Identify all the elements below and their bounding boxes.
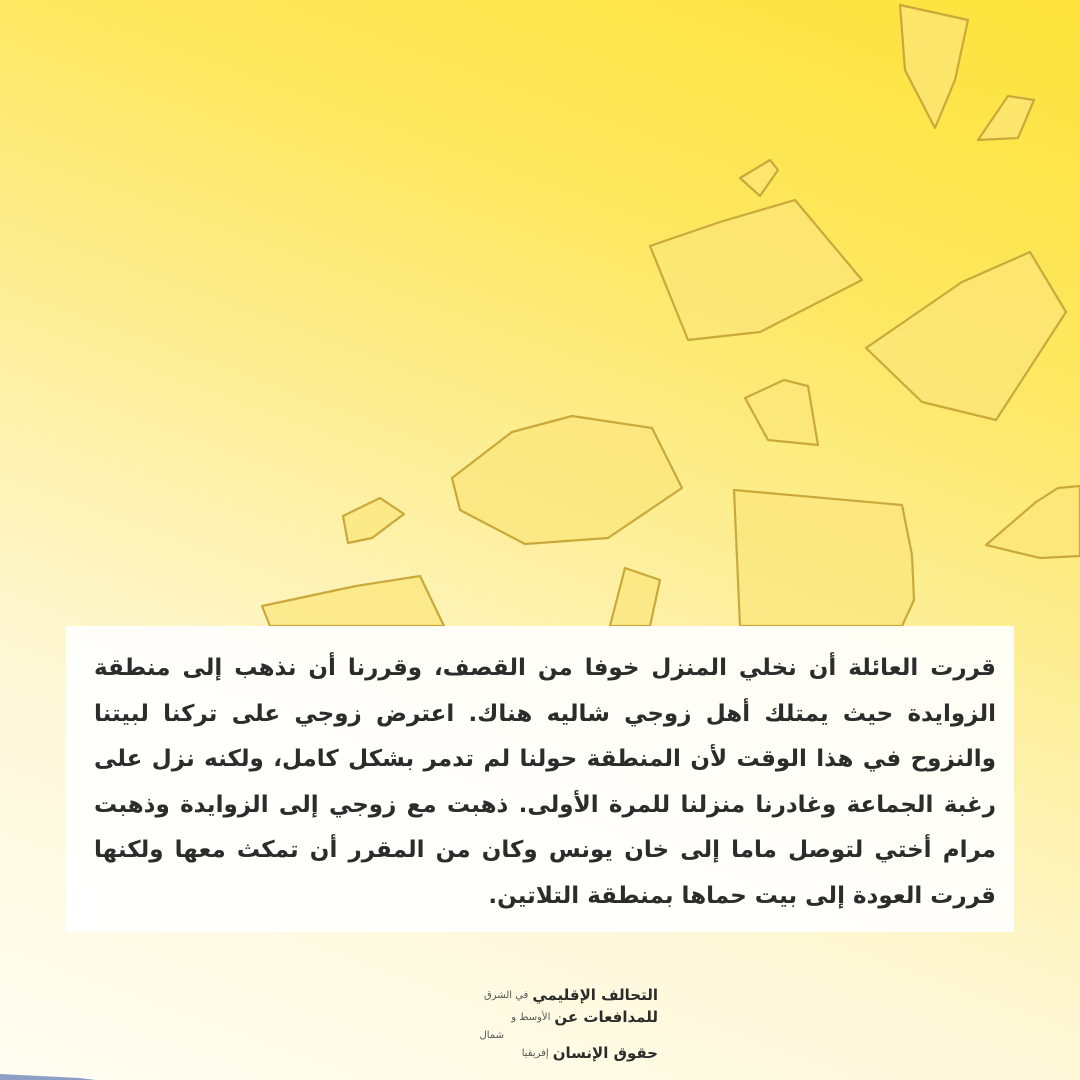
- paper-sheet: [978, 96, 1034, 140]
- logo-line-1: [418, 984, 658, 1006]
- paper-sheet: [610, 568, 660, 626]
- paper-sheet: [740, 160, 778, 196]
- logo-line-3: [418, 1028, 658, 1042]
- paper-sheet: [734, 490, 914, 626]
- story-paragraph: قررت العائلة أن نخلي المنزل خوفا من القصف، وقررنا أن نذهب إلى منطقة الزوايدة حيث يمتلك أهل زوجي شاليه هناك. اعترض زوجي على تركنا لبيتنا والنزوح في هذا الوقت لأن المنطقة حولنا لم تدمر بشكل كامل، ولكنه نزل على رغبة الجماعة وغادرنا منزلنا للمرة الأولى. ذهبت مع زوجي إلى الزوايدة وذهبت مرام أختي لتوصل ماما إلى خان يونس وكان من المقرر أن تمكث معها ولكنها قررت العودة إلى بيت حماها بمنطقة التلاتين.: [94, 655, 996, 909]
- logo-main-text: حقوق الإنسان: [552, 1044, 658, 1062]
- logo-line-4: [418, 1042, 658, 1064]
- logo-sub-text: شمال: [479, 1029, 504, 1041]
- paper-sheet: [262, 576, 444, 626]
- paper-sheet: [900, 5, 968, 128]
- logo-main-text: التحالف الإقليمي: [532, 986, 658, 1004]
- paper-sheet: [343, 498, 404, 543]
- logo-main-text: للمدافعات عن: [554, 1008, 658, 1026]
- logo-sub-text: في الشرق: [484, 989, 529, 1001]
- paper-sheet: [745, 380, 818, 445]
- paper-sheet: [866, 252, 1066, 420]
- organization-logo: [418, 984, 658, 1062]
- corner-accent-stripe: [0, 1072, 96, 1080]
- logo-line-2: [418, 1006, 658, 1028]
- logo-sub-text: إفريقيا: [521, 1047, 549, 1059]
- logo-sub-text: الأوسط و: [511, 1011, 551, 1023]
- paper-sheet: [986, 486, 1080, 558]
- story-text-panel: [66, 626, 1014, 932]
- paper-sheet: [452, 416, 682, 544]
- paper-sheet: [650, 200, 862, 340]
